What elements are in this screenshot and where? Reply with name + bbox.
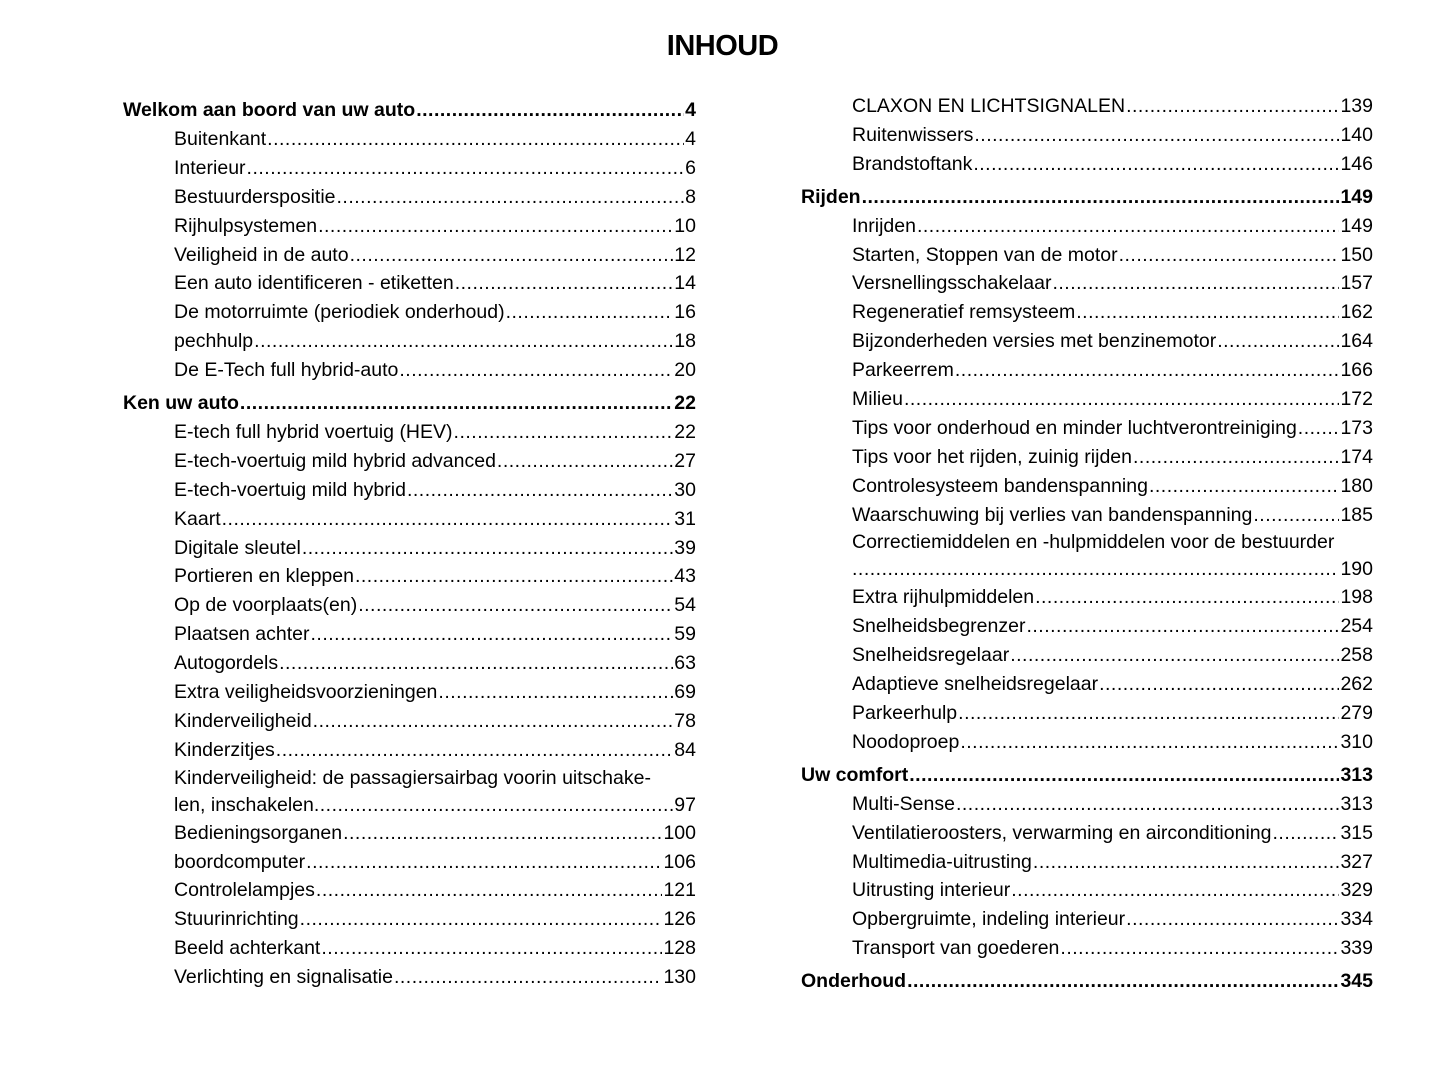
toc-page-number: 128 [663,937,696,960]
leader-dots [1253,501,1339,530]
leader-dots [1026,612,1339,641]
toc-page-number: 139 [1340,95,1373,117]
toc-entry-label: De E-Tech full hybrid-auto [174,359,399,382]
toc-entry[interactable] [801,150,1373,179]
toc-entry-label: Tips voor het rijden, zuinig rijden [852,445,1132,468]
leader-dots [904,385,1340,414]
toc-page-number: 8 [685,185,696,208]
leader-dots [1076,298,1339,327]
leader-dots [318,212,673,241]
toc-entry[interactable] [801,876,1373,905]
leader-dots [247,154,685,183]
toc-page-number: 14 [674,272,696,295]
toc-entry-label: Verlichting en signalisatie [174,966,393,989]
toc-page-number: 16 [674,301,696,324]
leader-dots [302,534,673,563]
toc-entry-label: Parkeerhulp [852,702,958,725]
toc-page-number: 6 [685,156,696,179]
toc-entry[interactable] [801,934,1373,963]
leader-dots [455,269,674,298]
leader-dots [1035,583,1339,612]
toc-entry-label: E-tech-voertuig mild hybrid [174,478,406,501]
toc-entry[interactable] [801,819,1373,848]
toc-page-number: 84 [674,738,696,761]
leader-dots [1119,241,1340,270]
toc-entry[interactable] [801,501,1373,530]
toc-entry[interactable] [123,241,696,270]
toc-entry-label: Extra veiligheidsvoorzieningen [174,681,438,704]
toc-entry-label: Brandstoftank [852,152,973,175]
toc-page-number: 262 [1340,673,1373,696]
toc-page-number: 121 [663,879,696,902]
leader-dots [1011,876,1339,905]
toc-entry-label: Kinderveiligheid: de passagiersairbag voorin uitschake- [174,766,651,789]
leader-dots [974,121,1339,150]
leader-dots [1033,848,1340,877]
toc-entry-continuation [852,555,1373,583]
toc-entry-label: Snelheidsregelaar [852,644,1010,667]
toc-entry[interactable] [123,620,696,649]
toc-entry-label: Digitale sleutel [174,536,301,559]
toc-entry[interactable] [123,418,696,447]
leader-dots [279,649,673,678]
toc-entry-label: Multimedia-uitrusting [852,850,1032,873]
leader-dots [399,356,673,385]
toc-entry-label: Buitenkant [174,128,267,150]
toc-entry-label: Een auto identificeren - etiketten [174,272,454,295]
toc-entry[interactable] [123,876,696,905]
toc-entry[interactable] [123,649,696,678]
toc-entry[interactable] [123,819,696,848]
leader-dots [311,620,674,649]
toc-entry-label: Ken uw auto [123,392,239,415]
toc-entry-label: Correctiemiddelen en -hulpmiddelen voor de bestuurder [852,531,1335,554]
leader-dots [907,967,1339,996]
toc-page-number: 174 [1340,445,1373,468]
toc-entry-label: De motorruimte (periodiek onderhoud) [174,301,505,324]
toc-entry[interactable] [123,125,696,154]
toc-entry-label: Inrijden [852,214,916,237]
toc-section-heading[interactable] [801,761,1373,790]
toc-page-number: 162 [1340,301,1373,324]
toc-page-number: 106 [663,850,696,873]
toc-entry-label: Op de voorplaats(en) [174,594,358,617]
leader-dots [852,555,1339,583]
toc-entry[interactable] [801,241,1373,270]
toc-page-number: 10 [674,214,696,237]
toc-entry-label: Opbergruimte, indeling interieur [852,908,1126,931]
toc-entry[interactable] [801,298,1373,327]
toc-page-number: 4 [685,99,696,121]
page-title: INHOUD [666,30,779,62]
toc-entry[interactable] [801,443,1373,472]
toc-entry-label: Autogordels [174,652,279,675]
toc-entry-label: Interieur [174,156,246,179]
toc-entry-label: Multi-Sense [852,792,955,815]
leader-dots [1298,414,1340,443]
leader-dots [316,876,663,905]
leader-dots [454,418,674,447]
leader-dots [267,125,684,154]
leader-dots [497,447,673,476]
toc-entry[interactable] [123,269,696,298]
toc-page-number: 185 [1340,503,1373,526]
toc-entry-label: Parkeerrem [852,359,954,382]
toc-entry-label: Rijhulpsystemen [174,214,318,237]
toc-entry-label: Onderhoud [801,970,907,993]
leader-dots [1126,92,1339,121]
leader-dots [314,791,673,819]
toc-entry-label: Kinderzitjes [174,738,275,761]
toc-page-number: 329 [1340,879,1373,902]
toc-section-heading[interactable] [123,389,696,418]
toc-entry-label: Kaart [174,507,221,530]
toc-entry-label: Stuurinrichting [174,908,299,931]
toc-entry-label: Plaatsen achter [174,623,310,646]
toc-page-number: 54 [674,594,696,617]
toc-page-number: 59 [674,623,696,646]
toc-entry-label: Noodoproep [852,730,960,753]
toc-entry[interactable] [801,728,1373,757]
leader-dots [321,934,662,963]
toc-entry-label: Starten, Stoppen van de motor [852,243,1118,266]
toc-page-number: 345 [1340,970,1373,993]
toc-page-number: 164 [1340,330,1373,353]
toc-entry[interactable] [801,327,1373,356]
toc-entry[interactable] [123,476,696,505]
toc-page-number: 172 [1340,388,1373,411]
toc-page-number: 4 [685,128,696,150]
toc-entry[interactable] [801,790,1373,819]
toc-column-right [801,92,1373,996]
toc-entry[interactable] [801,212,1373,241]
toc-section-heading[interactable] [801,967,1373,996]
leader-dots [960,728,1339,757]
toc-page-number: 126 [663,908,696,931]
leader-dots [917,212,1339,241]
toc-page-number: 180 [1340,474,1373,497]
toc-entry[interactable] [123,848,696,877]
toc-entry[interactable] [123,534,696,563]
toc-entry-label: Ventilatieroosters, verwarming en airconditioning [852,821,1272,844]
leader-dots [956,790,1339,819]
toc-entry-label: Milieu [852,388,903,411]
toc-entry[interactable] [801,269,1373,298]
toc-entry-label: pechhulp [174,330,254,353]
toc-page-number: 339 [1340,937,1373,960]
leader-dots [1052,269,1339,298]
leader-dots [350,241,674,270]
leader-dots [1126,905,1339,934]
toc-entry-label: CLAXON EN LICHTSIGNALEN [852,95,1126,117]
leader-dots [416,96,684,125]
toc-entry[interactable] [123,505,696,534]
toc-entry[interactable] [123,327,696,356]
leader-dots [306,848,662,877]
toc-page-number: 173 [1340,416,1373,439]
leader-dots [407,476,673,505]
leader-dots [337,183,685,212]
toc-entry[interactable] [801,905,1373,934]
leader-dots [254,327,673,356]
toc-page-number: 130 [663,966,696,989]
toc-entry[interactable] [123,298,696,327]
toc-entry[interactable] [801,612,1373,641]
toc-entry-label: Transport van goederen [852,937,1060,960]
toc-entry[interactable] [123,212,696,241]
toc-page-number: 43 [674,565,696,588]
toc-page-number: 146 [1340,152,1373,175]
toc-page-number: 39 [674,536,696,559]
toc-entry[interactable] [123,678,696,707]
leader-dots [1149,472,1340,501]
toc-entry-label: Bedieningsorganen [174,821,343,844]
leader-dots [276,736,674,765]
toc-entry[interactable] [123,183,696,212]
toc-page-number: 20 [674,359,696,382]
toc-entry-label: boordcomputer [174,850,306,873]
toc-page-number: 150 [1340,243,1373,266]
leader-dots [1010,641,1339,670]
toc-entry-label: Controlelampjes [174,879,315,902]
toc-page-number: 31 [674,507,696,530]
leader-dots [1133,443,1339,472]
toc-entry[interactable] [801,641,1373,670]
toc-entry-label: Regeneratief remsysteem [852,301,1076,324]
toc-entry[interactable] [801,121,1373,150]
toc-page-number: 22 [674,421,696,444]
leader-dots [1272,819,1339,848]
toc-page-number: 313 [1340,763,1373,786]
toc-entry-label: Snelheidsbegrenzer [852,615,1026,638]
leader-dots [343,819,662,848]
toc-entry[interactable] [801,848,1373,877]
toc-entry-label: Uitrusting interieur [852,879,1011,902]
toc-page-number: 69 [674,681,696,704]
toc-entry-label: Uw comfort [801,763,909,786]
toc-entry[interactable] [123,905,696,934]
toc-entry-label: E-tech-voertuig mild hybrid advanced [174,449,496,472]
leader-dots [973,150,1339,179]
toc-entry-continuation [174,791,696,819]
toc-page-number: 18 [674,330,696,353]
toc-entry-label: Bestuurderspositie [174,185,336,208]
toc-page-number: 78 [674,709,696,732]
toc-page-number: 100 [663,821,696,844]
toc-page-number: 140 [1340,123,1373,146]
leader-dots [358,591,673,620]
toc-entry-label: Kinderveiligheid [174,709,312,732]
toc-page-number: 149 [1340,185,1373,208]
toc-entry[interactable] [123,562,696,591]
toc-entry-label: Extra rijhulpmiddelen [852,586,1035,609]
leader-dots [862,183,1340,212]
toc-entry-label: Veiligheid in de auto [174,243,349,266]
leader-dots [1099,670,1339,699]
toc-page-number: 279 [1340,702,1373,725]
toc-page-number: 198 [1340,586,1373,609]
toc-section-heading[interactable] [123,96,696,125]
toc-entry-label: Beeld achterkant [174,937,321,960]
toc-entry[interactable] [123,765,696,819]
leader-dots [355,562,673,591]
toc-page-number: 63 [674,652,696,675]
toc-page-number: 334 [1340,908,1373,931]
toc-entry-label: Rijden [801,185,861,208]
toc-entry[interactable] [123,963,696,992]
leader-dots [1217,327,1339,356]
toc-entry[interactable] [123,356,696,385]
toc-entry-label: Adaptieve snelheidsregelaar [852,673,1099,696]
toc-entry[interactable] [123,447,696,476]
toc-page-number: 12 [674,243,696,266]
toc-entry[interactable] [801,356,1373,385]
toc-entry[interactable] [801,92,1373,121]
toc-entry[interactable] [123,736,696,765]
toc-entry[interactable] [801,699,1373,728]
toc-column-left [123,96,696,992]
toc-page-number: 97 [674,793,696,816]
toc-page-number: 310 [1340,730,1373,753]
toc-page-number: 313 [1340,792,1373,815]
leader-dots [506,298,674,327]
toc-page-number: 30 [674,478,696,501]
toc-entry-label: Bijzonderheden versies met benzinemotor [852,330,1217,353]
leader-dots [955,356,1340,385]
leader-dots [1060,934,1339,963]
toc-entry-label-continued: len, inschakelen [174,793,314,816]
toc-entry-label: E-tech full hybrid voertuig (HEV) [174,421,453,444]
toc-page-number: 258 [1340,644,1373,667]
toc-entry[interactable] [123,707,696,736]
toc-page-number: 157 [1340,272,1373,295]
toc-entry-label: Ruitenwissers [852,123,974,146]
toc-page-number: 149 [1340,214,1373,237]
toc-entry[interactable] [801,670,1373,699]
toc-entry-label: Portieren en kleppen [174,565,354,588]
toc-entry[interactable] [801,529,1373,583]
toc-entry[interactable] [123,934,696,963]
leader-dots [394,963,662,992]
toc-entry-label: Welkom aan boord van uw auto [123,99,416,121]
toc-entry-label: Tips voor onderhoud en minder luchtverontreiniging [852,416,1297,439]
toc-page-number: 327 [1340,850,1373,873]
leader-dots [300,905,663,934]
toc-page-number: 315 [1340,821,1373,844]
toc-entry[interactable] [801,385,1373,414]
toc-entry-label: Waarschuwing bij verlies van bandenspanning [852,503,1253,526]
leader-dots [909,761,1339,790]
toc-entry-label: Controlesysteem bandenspanning [852,474,1148,497]
leader-dots [438,678,673,707]
toc-entry[interactable] [801,414,1373,443]
toc-entry[interactable] [801,472,1373,501]
toc-entry[interactable] [123,154,696,183]
toc-page-number: 27 [674,449,696,472]
toc-page-number: 22 [674,392,696,415]
leader-dots [958,699,1339,728]
toc-page-number: 254 [1340,615,1373,638]
toc-page-number: 190 [1340,558,1373,581]
leader-dots [313,707,674,736]
leader-dots [222,505,674,534]
leader-dots [240,389,673,418]
toc-page-number: 166 [1340,359,1373,382]
toc-entry[interactable] [801,583,1373,612]
toc-entry[interactable] [123,591,696,620]
toc-entry-label: Versnellingsschakelaar [852,272,1052,295]
toc-section-heading[interactable] [801,183,1373,212]
